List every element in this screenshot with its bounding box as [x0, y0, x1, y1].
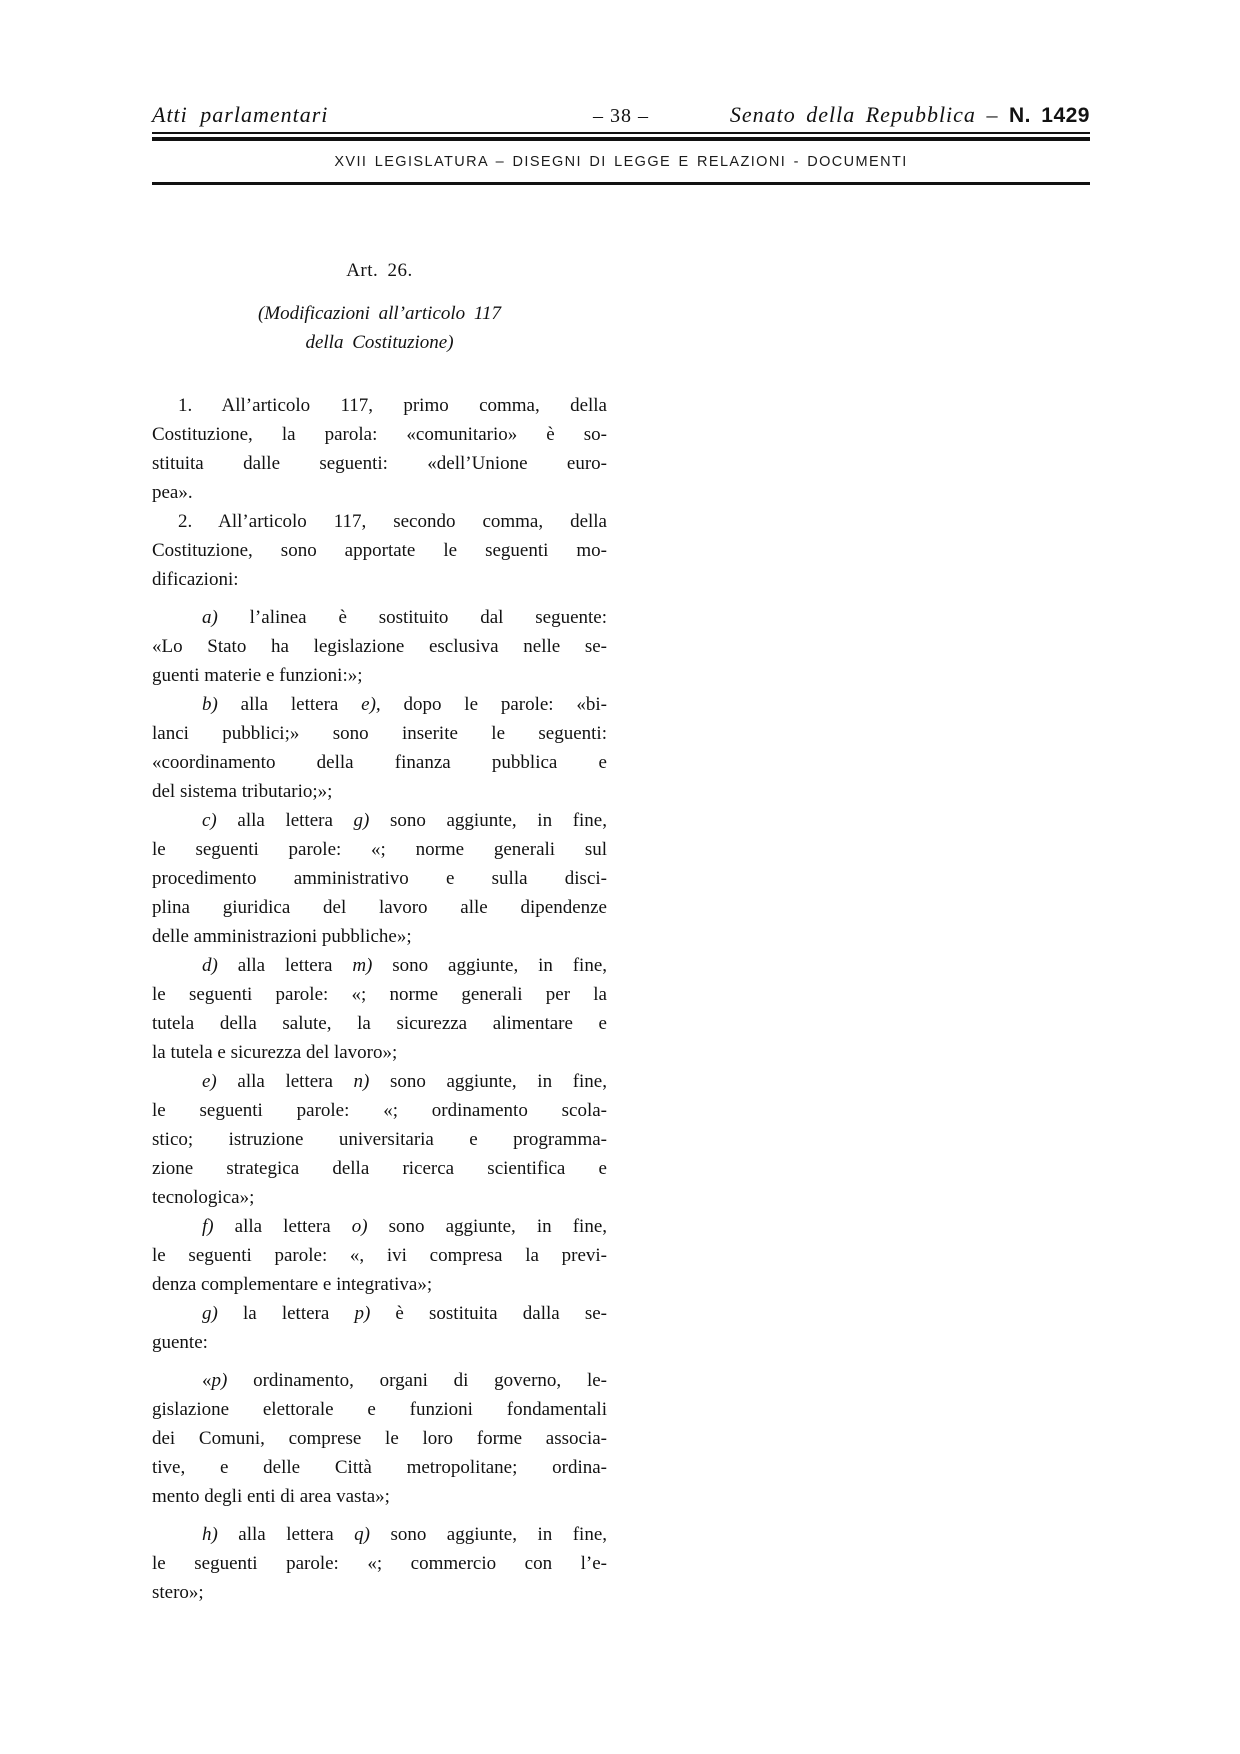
article-title-line: (Modificazioni all’articolo 117	[257, 303, 501, 324]
text-line: delle amministrazioni pubbliche»;	[152, 926, 412, 947]
header-right-title	[649, 102, 1090, 128]
page-header	[152, 102, 1090, 185]
text-line: del sistema tributario;»;	[152, 781, 333, 802]
paragraph	[152, 1212, 607, 1299]
page-number: – 38 –	[593, 105, 649, 127]
text-line: pea».	[152, 482, 193, 503]
paragraph	[152, 690, 607, 806]
text-line: lanci pubblici;» sono inserite le seguenti:	[152, 723, 607, 744]
paragraph	[152, 1366, 607, 1511]
header-row	[152, 102, 1090, 128]
text-line: dificazioni:	[152, 569, 239, 590]
paragraph	[152, 391, 607, 507]
text-line: la tutela e sicurezza del lavoro»;	[152, 1042, 398, 1063]
text-line: a) l’alinea è sostituito dal seguente:	[202, 607, 607, 628]
text-line: dei Comuni, comprese le loro forme associa-	[152, 1428, 607, 1449]
header-right-separator: –	[975, 102, 1009, 127]
text-line: procedimento amministrativo e sulla disci-	[152, 868, 607, 889]
text-line: guenti materie e funzioni:»;	[152, 665, 363, 686]
text-line: Costituzione, sono apportate le seguenti mo-	[152, 540, 607, 561]
legislature-line: XVII LEGISLATURA – DISEGNI DI LEGGE E RELAZIONI - DOCUMENTI	[334, 154, 908, 170]
text-line: Costituzione, la parola: «comunitario» è so-	[152, 424, 607, 445]
text-line: «p) ordinamento, organi di governo, le-	[202, 1370, 607, 1391]
text-line: denza complementare e integrativa»;	[152, 1274, 433, 1295]
text-line: plina giuridica del lavoro alle dipendenze	[152, 897, 607, 918]
text-line: le seguenti parole: «; commercio con l’e-	[152, 1553, 607, 1574]
text-line: «Lo Stato ha legislazione esclusiva nelle se-	[152, 636, 607, 657]
text-line: tive, e delle Città metropolitane; ordina-	[152, 1457, 607, 1478]
text-line: le seguenti parole: «; norme generali per la	[152, 984, 607, 1005]
text-line: tecnologica»;	[152, 1187, 255, 1208]
article-title-line: della Costituzione)	[305, 332, 454, 353]
text-line: «coordinamento della finanza pubblica e	[152, 752, 607, 773]
text-line: stituita dalle seguenti: «dell’Unione euro-	[152, 453, 607, 474]
article-title	[152, 299, 607, 357]
header-left-title: Atti parlamentari	[152, 102, 329, 127]
paragraph	[152, 1299, 607, 1357]
text-line: zione strategica della ricerca scientifica e	[152, 1158, 607, 1179]
paragraph	[152, 1520, 607, 1607]
paragraph	[152, 806, 607, 951]
text-line: mento degli enti di area vasta»;	[152, 1486, 390, 1507]
text-line: tutela della salute, la sicurezza alimentare e	[152, 1013, 607, 1034]
text-line: f) alla lettera o) sono aggiunte, in fine,	[202, 1216, 608, 1237]
text-line: d) alla lettera m) sono aggiunte, in fine,	[202, 955, 607, 976]
text-line: e) alla lettera n) sono aggiunte, in fine,	[202, 1071, 607, 1092]
text-line: gislazione elettorale e funzioni fondamentali	[152, 1399, 607, 1420]
text-line: c) alla lettera g) sono aggiunte, in fine,	[202, 810, 607, 831]
header-rule-thick	[152, 137, 1090, 141]
header-right-chamber: Senato della Repubblica	[729, 102, 976, 127]
header-rule-thin	[152, 132, 1090, 134]
text-line: h) alla lettera q) sono aggiunte, in fine,	[202, 1524, 607, 1545]
paragraph	[152, 507, 607, 594]
article-column	[152, 256, 607, 1607]
text-line: g) la lettera p) è sostituita dalla se-	[202, 1303, 607, 1324]
document-number: N. 1429	[1008, 104, 1090, 127]
header-rule-bottom	[152, 182, 1090, 185]
text-line: 2. All’articolo 117, secondo comma, della	[178, 511, 607, 532]
text-line: le seguenti parole: «; norme generali sul	[152, 839, 607, 860]
paragraph	[152, 603, 607, 690]
text-line: stico; istruzione universitaria e programma-	[152, 1129, 607, 1150]
article-paragraphs	[152, 391, 607, 1607]
text-line: stero»;	[152, 1582, 204, 1603]
text-line: le seguenti parole: «; ordinamento scola-	[152, 1100, 607, 1121]
text-line: b) alla lettera e), dopo le parole: «bi-	[202, 694, 607, 715]
paragraph	[152, 951, 607, 1067]
paragraph	[152, 1067, 607, 1212]
text-line: 1. All’articolo 117, primo comma, della	[178, 395, 607, 416]
text-line: le seguenti parole: «, ivi compresa la previ-	[152, 1245, 607, 1266]
text-line: guente:	[152, 1332, 208, 1353]
article-number: Art. 26.	[346, 260, 413, 281]
